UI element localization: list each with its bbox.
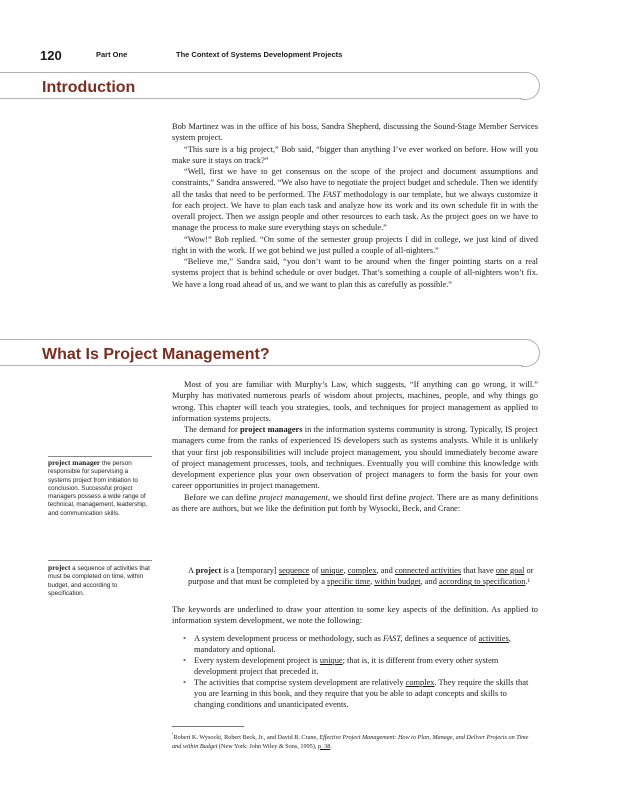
intro-text	[172, 121, 538, 290]
text-run: ,	[343, 566, 348, 575]
underlined-term: unique	[319, 656, 343, 665]
underlined-term: activities	[478, 634, 509, 643]
underlined-term: specific time	[327, 577, 371, 587]
section-rule-bottom	[0, 365, 522, 366]
text-run: , and	[420, 577, 439, 587]
footnote-rule	[172, 726, 244, 727]
footnote-mark: ¹	[172, 732, 174, 738]
margin-note-rule	[48, 456, 152, 457]
text-run: A system development process or methodology, such as	[194, 634, 384, 643]
section-rule-curve	[521, 339, 540, 367]
paragraph: “Believe me,” Sandra said, “you don’t want to be around when the finger pointing starts on a real systems project that is behind schedule or over budget. That’s something a couple of all-nighters won’t fix. We have a long road ahead of us, and we want to plan this as carefully as possible.”	[172, 257, 538, 289]
underlined-term: within budget	[374, 577, 421, 587]
paragraph: “Wow!” Bob replied. “On some of the semester group projects I did in college, we just kind of dived right in with the work. If we got behind we just pulled a couple of all-nighters.”	[172, 234, 538, 255]
emphasis-fast: FAST,	[383, 634, 403, 643]
text-run: is a [temporary]	[221, 566, 279, 575]
section-rule-top	[0, 339, 522, 340]
keyword-project-managers: project managers	[239, 425, 303, 434]
margin-definition: the person responsible for supervising a systems project from initiation to conclusion. Successful project managers possess a wide range of technical, management, leadership, and communication skills.	[48, 460, 148, 517]
margin-note-project-manager	[48, 459, 152, 518]
text-run: “Well, first we have to get consensus on the scope of the project and document assumptions and constraints,” Sandra answered. “We also have to negotiate the project budget and schedule. Then we identify all the tasks that need to be performed. The	[172, 167, 538, 199]
text-run: , and	[376, 566, 395, 575]
list-item	[178, 677, 538, 710]
margin-term: project manager	[48, 458, 101, 467]
text-run: .	[330, 742, 332, 750]
page-number: 120	[40, 48, 62, 63]
part-label: Part One	[96, 50, 128, 59]
text-run: of	[309, 566, 321, 575]
footnote	[172, 731, 538, 751]
underlined-term: one goal	[495, 566, 525, 575]
underlined-term: complex	[405, 678, 435, 687]
text-run: we should first define	[329, 492, 409, 502]
section-heading-introduction: Introduction	[42, 79, 136, 96]
bullet-icon: •	[183, 634, 186, 643]
text-run: methodology is our template, but we always customize it for each project. We have to plan each task and analyze how its work and its own schedule fit in with the overall project. Then we assign people and other resources to each task. As the project goes on we have to manage the process to make sure everything stays on schedule.”	[172, 189, 538, 233]
emphasis: project.	[408, 492, 435, 502]
text-run: or purpose and that must be completed by a	[188, 566, 534, 587]
text-run: Before we can define	[184, 492, 260, 502]
keywords-paragraph	[172, 604, 538, 627]
underlined-term: sequence	[278, 566, 310, 575]
section-rule-curve	[521, 72, 540, 100]
paragraph: Most of you are familiar with Murphy’s Law, which suggests, “If anything can go wrong, it will.” Murphy has motivated numerous pearls of wisdom about projects, machines, people, and why things go wrong. This chapter will teach you strategies, tools, and techniques for project management as applied to information systems projects.	[172, 380, 538, 423]
margin-definition: a sequence of activities that must be completed on time, within budget, and according to specification.	[48, 565, 150, 597]
bullet-icon: •	[183, 678, 186, 687]
paragraph	[172, 492, 538, 515]
margin-note-rule	[48, 560, 152, 561]
underlined-term: according to specification	[438, 577, 526, 587]
section-rule-top	[0, 72, 522, 73]
project-definition	[188, 565, 536, 588]
text-run: in the information systems community is strong. Typically, IS project managers come from the ranks of experienced IS developers such as systems analysts. While it is unlikely that your first job responsibilities will include project management, you should immediately become aware of project management processes, tools, and techniques. Eventually you will combine this knowledge with development experience plus your own observation of project managers to form the basis for your own career opportunities in project management.	[172, 425, 538, 491]
text-run: A	[188, 566, 196, 575]
text-run: ; that is, it is different from every other system development project that preceded it.	[194, 656, 499, 676]
text-run: . They require the skills that you are learning in this book, and they require that you be able to adapt concepts and skills to changing conditions and unanticipated events.	[194, 678, 529, 709]
text-run: Robert K. Wysocki, Robert Beck, Jr., and David B. Crane,	[173, 734, 320, 742]
paragraph	[172, 424, 538, 492]
text-run: that have	[461, 566, 496, 575]
underlined-term: complex	[347, 566, 377, 575]
text-run: defines a sequence of	[402, 634, 479, 643]
text-run: (New York: John Wiley & Sons, 1995),	[217, 742, 318, 750]
underlined-term: connected activities	[394, 566, 462, 575]
underlined-term: unique	[320, 566, 344, 575]
keyword-project: project	[195, 566, 222, 575]
text-run: The demand for	[184, 425, 240, 434]
text-run: ,	[370, 577, 375, 587]
margin-term: project	[48, 563, 71, 572]
text-run: Every system development project is	[194, 656, 320, 665]
book-title: Effective Project Management: How to Plan, Manage, and Deliver Projects on Time and within Budget	[172, 734, 529, 750]
bullet-icon: •	[183, 656, 186, 665]
list-item	[178, 633, 538, 655]
section-rule-bottom	[0, 98, 522, 99]
text-run: The activities that comprise system development are relatively	[194, 678, 406, 687]
paragraph: “This sure is a big project,” Bob said, “bigger than anything I’ve ever worked on before. How will you make sure it stays on track?”	[172, 144, 538, 165]
bullet-list	[178, 633, 538, 710]
list-item	[178, 655, 538, 677]
paragraph: The keywords are underlined to draw your attention to some key aspects of the definition. As applied to information system development, we note the following:	[172, 605, 538, 626]
page-reference: p. 38	[317, 742, 331, 750]
paragraph	[172, 166, 538, 234]
emphasis-fast: FAST	[322, 189, 341, 199]
margin-note-project	[48, 564, 152, 598]
text-run: , mandatory and optional.	[194, 634, 511, 654]
pm-text	[172, 379, 538, 514]
emphasis: project management,	[259, 492, 330, 502]
paragraph: Bob Martinez was in the office of his boss, Sandra Shepherd, discussing the Sound-Stage Member Services system project.	[172, 122, 538, 143]
section-heading-project-management: What Is Project Management?	[42, 346, 270, 363]
chapter-title: The Context of Systems Development Projects	[176, 50, 343, 59]
text-run: .¹	[525, 577, 531, 587]
text-run: There are as many definitions as there are authors, but we like the definition put forth by Wysocki, Beck, and Crane:	[172, 492, 538, 513]
